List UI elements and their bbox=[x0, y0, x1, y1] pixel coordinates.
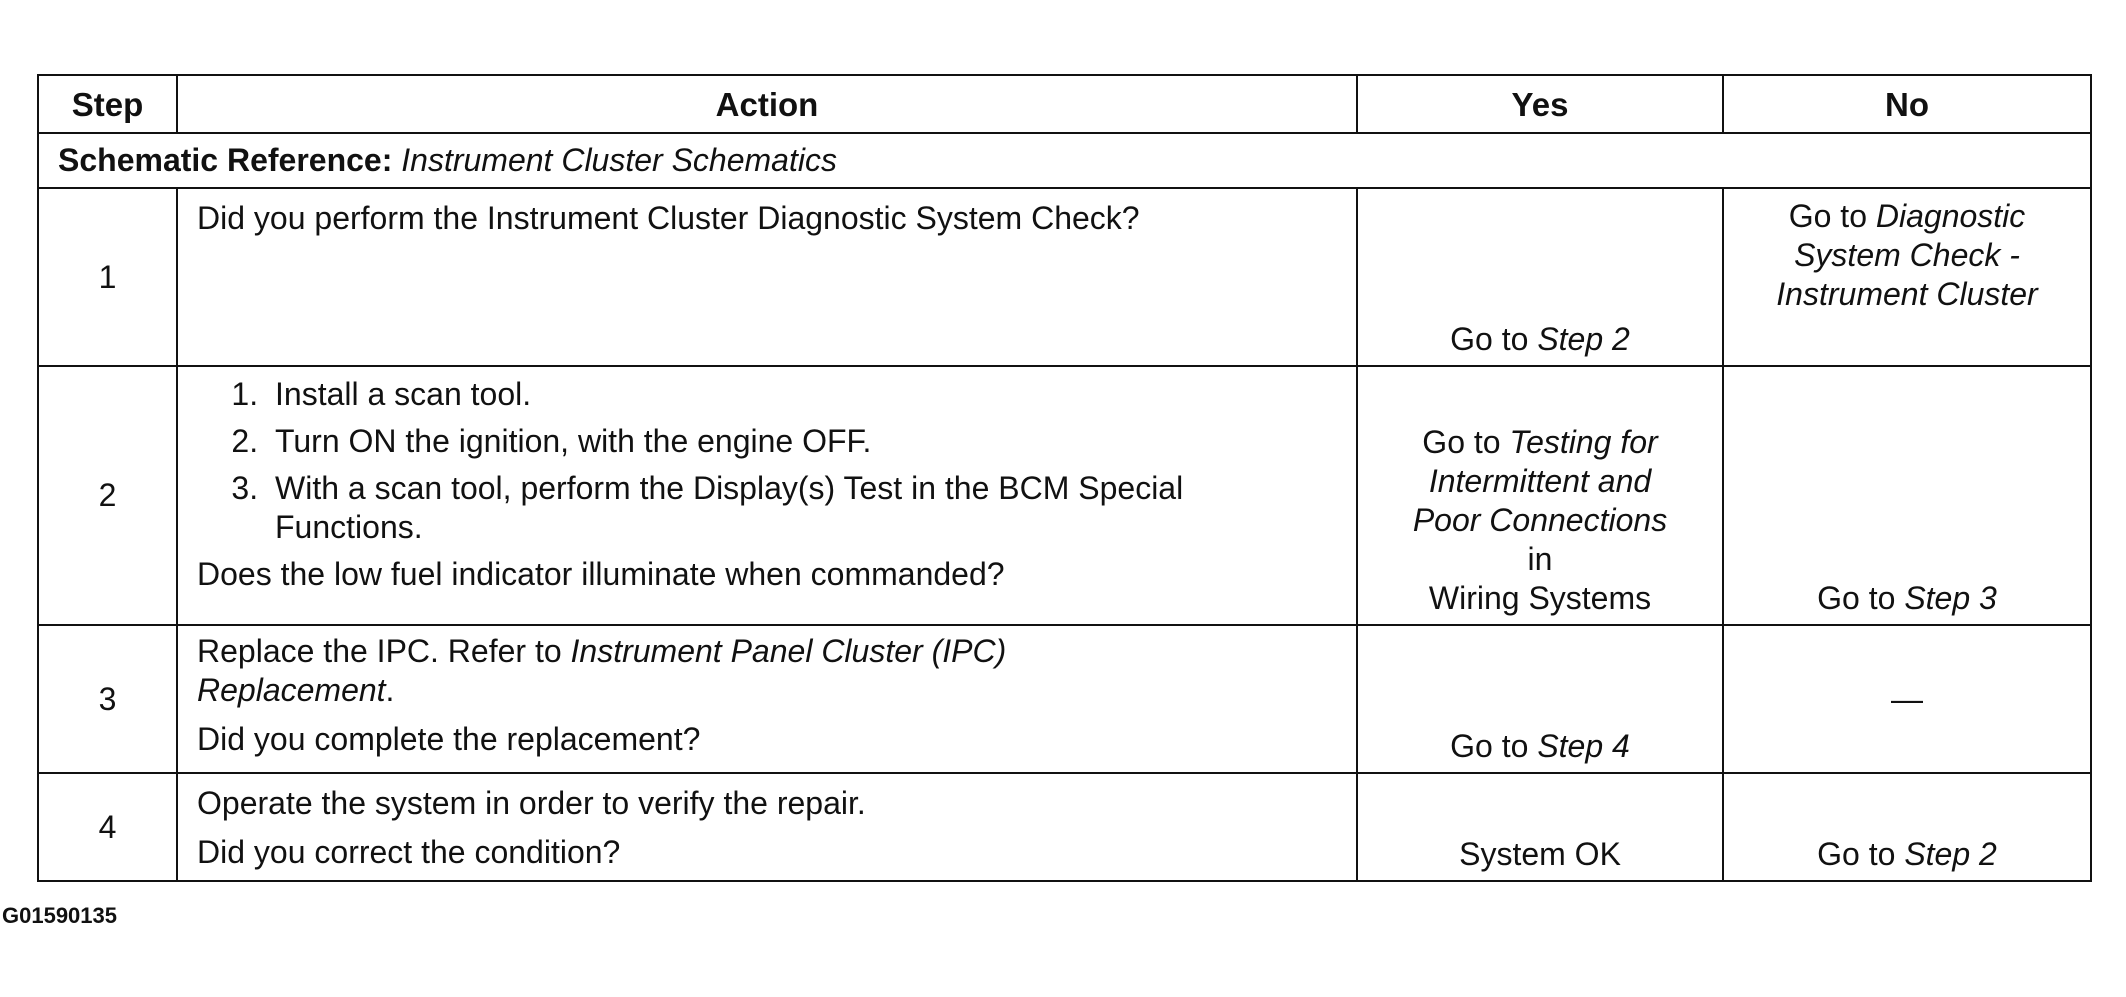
step-link[interactable]: Step 2 bbox=[1537, 321, 1630, 357]
step-number: 1 bbox=[38, 188, 177, 366]
substep-list bbox=[197, 375, 1334, 547]
step-number: 4 bbox=[38, 773, 177, 881]
schematic-label: Schematic Reference: bbox=[58, 142, 393, 178]
action-cell bbox=[177, 188, 1357, 366]
figure-id: G01590135 bbox=[2, 903, 117, 928]
substep-item: 2. Turn ON the ignition, with the engine OFF. bbox=[267, 422, 1334, 461]
action-text: Replace the IPC. Refer to Instrument Panel Cluster (IPC) Replacement. bbox=[197, 633, 1007, 708]
table-row bbox=[38, 366, 2091, 625]
replacement-link[interactable]: Instrument Panel Cluster (IPC) bbox=[570, 633, 1007, 669]
yes-cell bbox=[1357, 773, 1723, 881]
step-number: 3 bbox=[38, 625, 177, 773]
no-cell bbox=[1723, 773, 2091, 881]
no-cell bbox=[1723, 625, 2091, 773]
yes-result: Go to Testing for Intermittent and Poor Connections in Wiring Systems bbox=[1412, 424, 1668, 616]
substep-item: 3. With a scan tool, perform the Display(s) Test in the BCM Special Functions. bbox=[267, 469, 1334, 547]
step-link[interactable]: Step 3 bbox=[1904, 580, 1997, 616]
yes-cell bbox=[1357, 625, 1723, 773]
header-no: No bbox=[1723, 75, 2091, 133]
diagnostic-table bbox=[37, 74, 2092, 882]
header-step: Step bbox=[38, 75, 177, 133]
header-yes: Yes bbox=[1357, 75, 1723, 133]
action-cell bbox=[177, 625, 1357, 773]
yes-result: Go to Step 2 bbox=[1450, 321, 1630, 357]
action-text: Did you perform the Instrument Cluster Diagnostic System Check? bbox=[197, 200, 1140, 236]
no-result: Go to Diagnostic System Check - Instrument Cluster bbox=[1776, 198, 2038, 312]
no-result: — bbox=[1891, 680, 1923, 717]
schematic-row bbox=[38, 133, 2091, 188]
substep-item: 1. Install a scan tool. bbox=[267, 375, 1334, 414]
action-text: Operate the system in order to verify the repair. bbox=[197, 785, 866, 821]
question-text: Does the low fuel indicator illuminate when commanded? bbox=[197, 556, 1005, 592]
question-text: Did you correct the condition? bbox=[197, 834, 621, 870]
step-link[interactable]: Step 4 bbox=[1537, 728, 1630, 764]
step-link[interactable]: Step 2 bbox=[1904, 836, 1997, 872]
table-row bbox=[38, 625, 2091, 773]
yes-cell bbox=[1357, 366, 1723, 625]
no-result: Go to Step 3 bbox=[1817, 580, 1997, 616]
header-action: Action bbox=[177, 75, 1357, 133]
no-result: Go to Step 2 bbox=[1817, 836, 1997, 872]
action-cell bbox=[177, 366, 1357, 625]
no-cell bbox=[1723, 188, 2091, 366]
diagnostic-link[interactable]: Diagnostic bbox=[1875, 198, 2026, 234]
schematic-link[interactable]: Instrument Cluster Schematics bbox=[401, 142, 837, 178]
yes-result: Go to Step 4 bbox=[1450, 728, 1630, 764]
yes-cell bbox=[1357, 188, 1723, 366]
schematic-reference bbox=[38, 133, 2091, 188]
table-row bbox=[38, 773, 2091, 881]
table-row bbox=[38, 188, 2091, 366]
action-cell bbox=[177, 773, 1357, 881]
question-text: Did you complete the replacement? bbox=[197, 721, 701, 757]
header-row bbox=[38, 75, 2091, 133]
step-number: 2 bbox=[38, 366, 177, 625]
no-cell bbox=[1723, 366, 2091, 625]
testing-link[interactable]: Testing for bbox=[1509, 424, 1658, 460]
yes-result: System OK bbox=[1459, 836, 1621, 872]
